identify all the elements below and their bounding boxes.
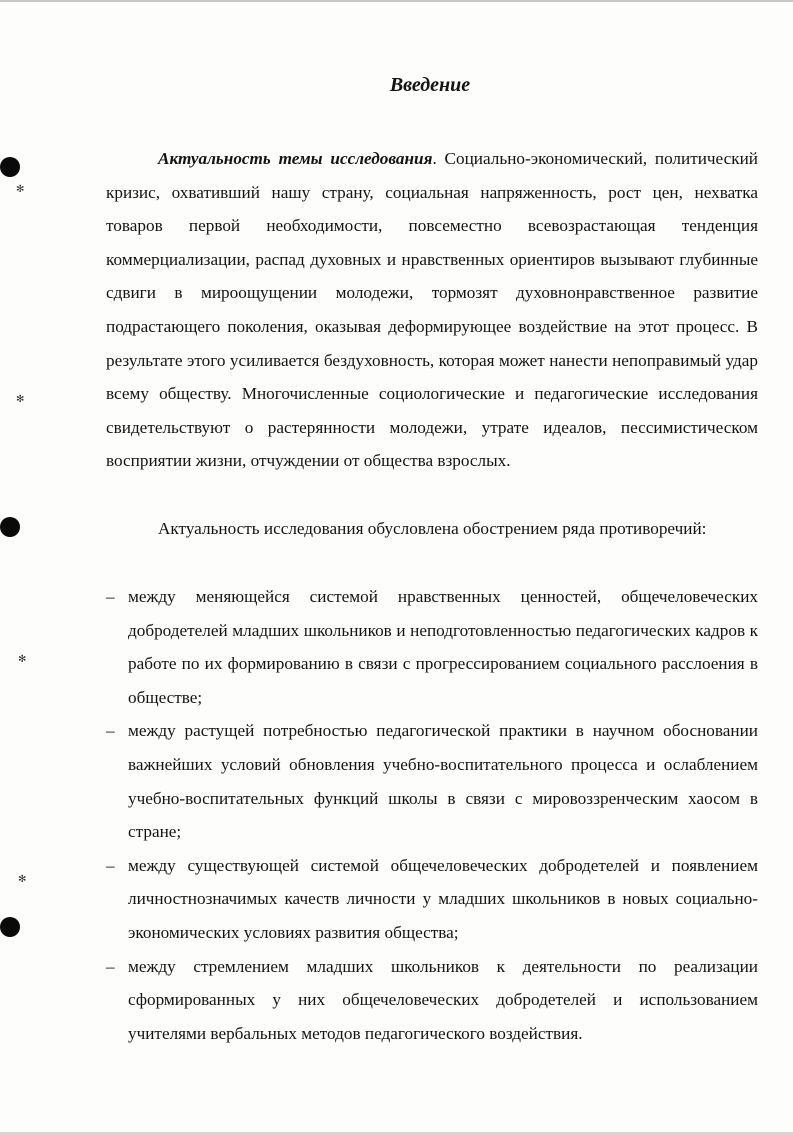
contradictions-intro: Актуальность исследования обусловлена обострением ряда противоречий: [158, 519, 707, 538]
list-item: – между растущей потребностью педагогической практики в научном обосновании важнейших условий обновления учебно-воспитательного процесса и ослаблением учебно-воспитательных функций школы в связи с мировоззренческим хаосом в стране; [106, 714, 758, 848]
scan-speck: ✻ [18, 654, 27, 665]
intro-text: . Социально-экономический, политический кризис, охвативший нашу страну, социальная напряженность, рост цен, нехватка товаров первой необходимости, повсеместно всевозрастающая тенденция коммерциализации, распад духовных и нравственных ориентиров вызывают глубинные сдвиги в мироощущении молодежи, тормозят духовнонравственное развитие подрастающего поколения, оказывая деформирующее воздействие на этот процесс. В результате этого усиливается бездуховность, которая может нанести непоправимый удар всему обществу. Многочисленные социологические и педагогические исследования свидетельствуют о растерянности молодежи, утрате идеалов, пессимистическом восприятии жизни, отчуждении от общества взрослых. [106, 149, 758, 471]
intro-paragraph [106, 142, 758, 478]
scan-edge-top [0, 0, 793, 2]
list-dash: – [106, 855, 115, 875]
list-item: – между существующей системой общечеловеческих добродетелей и появлением личностнозначимых качеств личности у младших школьников в новых социально-экономических условиях развития общества; [106, 849, 758, 950]
punch-hole-1 [0, 157, 20, 177]
list-dash: – [106, 721, 115, 741]
list-item: – между стремлением младших школьников к деятельности по реализации сформированных у них общечеловеческих добродетелей и использованием учителями вербальных методов педагогического воздействия. [106, 950, 758, 1051]
page-title: Введение [389, 74, 471, 96]
punch-hole-3 [0, 917, 20, 937]
list-item: – между меняющейся системой нравственных ценностей, общечеловеческих добродетелей младших школьников и неподготовленностью педагогических кадров к работе по их формированию в связи с прогрессированием социального расслоения в обществе; [106, 580, 758, 714]
list-dash: – [106, 956, 115, 976]
list-dash: – [106, 587, 115, 606]
scan-speck: ✻ [18, 874, 27, 885]
scan-speck: ✻ [16, 184, 25, 195]
contradictions-list [106, 580, 758, 1050]
intro-lead: Актуальность темы исследования [158, 149, 433, 168]
scan-speck: ✻ [16, 394, 25, 405]
punch-hole-2 [0, 517, 20, 537]
